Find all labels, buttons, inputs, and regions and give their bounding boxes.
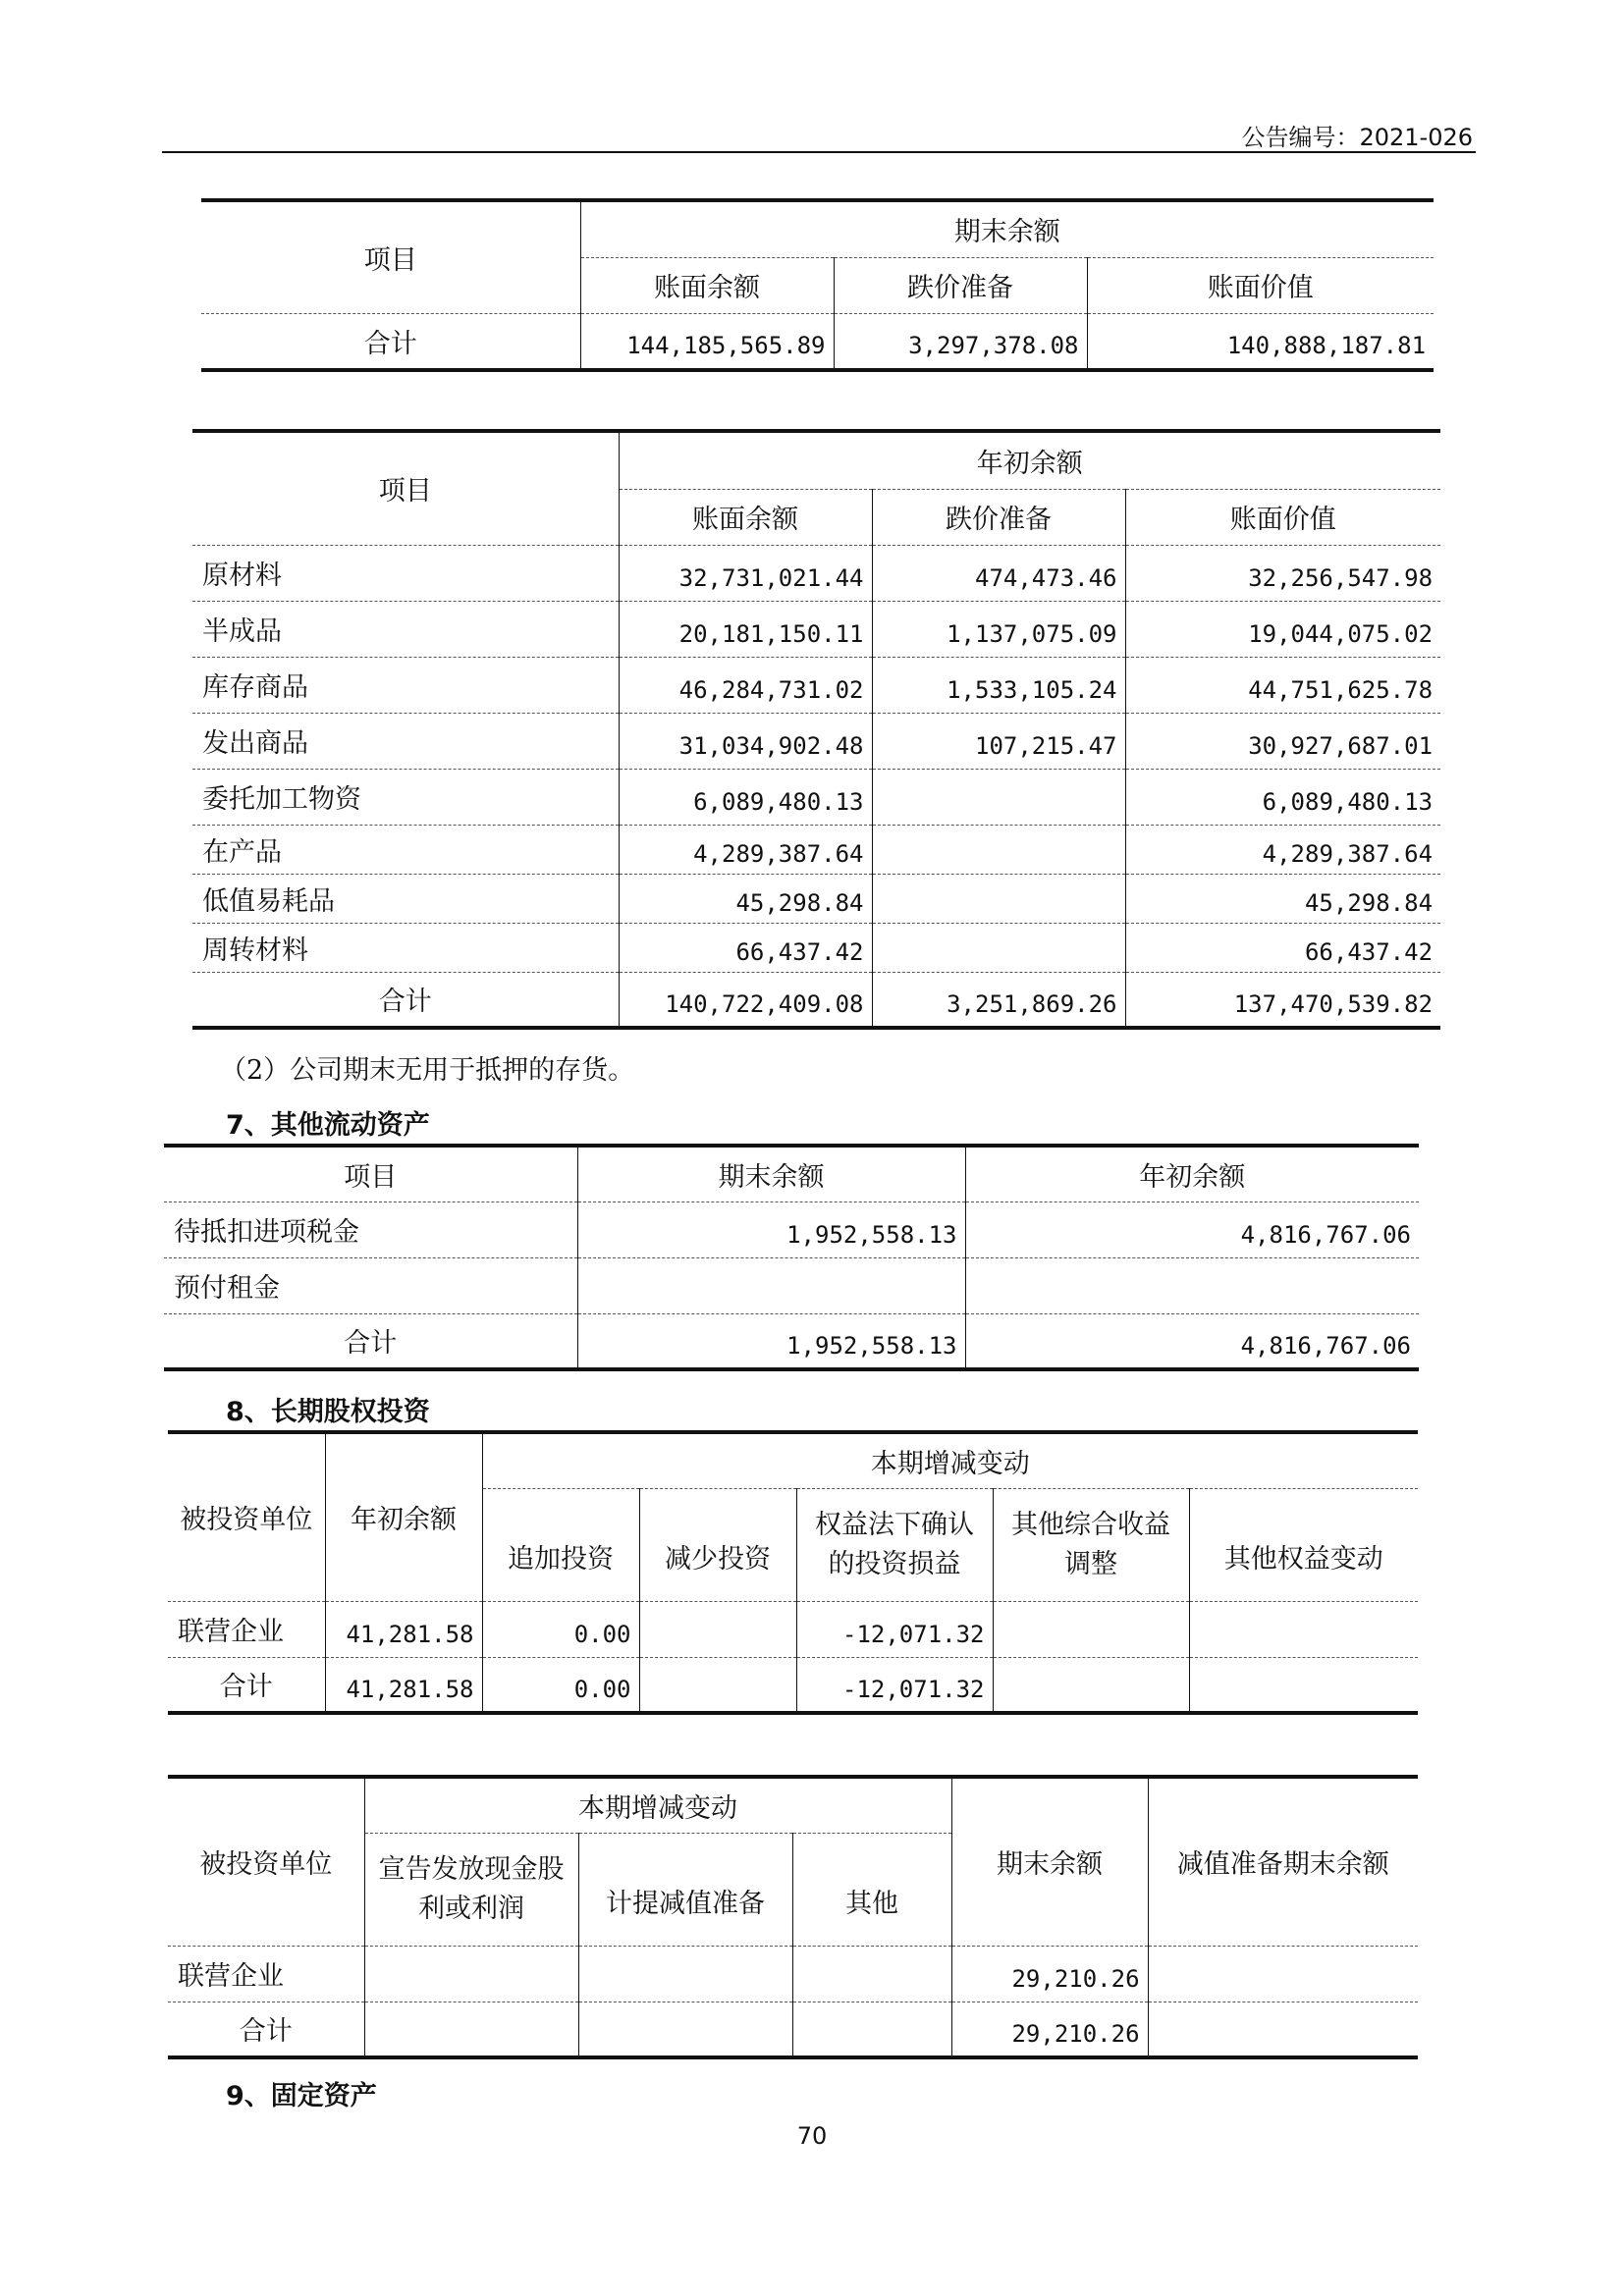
cell-value [872, 825, 1125, 874]
cell-value: 41,281.58 [325, 1601, 482, 1657]
cell-value: 107,215.47 [872, 713, 1125, 769]
col-additional-investment: 追加投资 [482, 1488, 639, 1601]
col-begin-balance: 年初余额 [325, 1432, 482, 1601]
table-row [164, 1201, 1419, 1257]
cell-value: 6,089,480.13 [619, 769, 872, 825]
col-investee: 被投资单位 [168, 1432, 325, 1601]
row-label: 低值易耗品 [192, 874, 619, 923]
cell-value: 3,251,869.26 [872, 972, 1125, 1028]
cell-value [1189, 1601, 1418, 1657]
cell-value: -12,071.32 [796, 1657, 993, 1713]
cell-value: 6,089,480.13 [1125, 769, 1440, 825]
col-group-change: 本期增减变动 [482, 1432, 1418, 1488]
col-item: 项目 [164, 1146, 577, 1201]
cell-value: 3,297,378.08 [834, 313, 1087, 370]
cell-value: 19,044,075.02 [1125, 601, 1440, 657]
cell-value [872, 874, 1125, 923]
row-label: 合计 [192, 972, 619, 1028]
cell-value [639, 1657, 796, 1713]
equity-investment-table-b [168, 1775, 1418, 2059]
col-book-balance: 账面余额 [619, 489, 872, 545]
table-row [192, 874, 1440, 923]
col-other-equity-change: 其他权益变动 [1189, 1488, 1418, 1601]
row-label: 库存商品 [192, 657, 619, 713]
inventory-end-table [201, 198, 1434, 372]
cell-value: 4,289,387.64 [619, 825, 872, 874]
cell-value: 66,437.42 [619, 923, 872, 972]
col-cash-dividend: 宣告发放现金股利或利润 [364, 1833, 578, 1946]
other-current-assets-table [164, 1144, 1419, 1371]
table-row [164, 1257, 1419, 1313]
col-group: 年初余额 [619, 431, 1440, 489]
cell-value [639, 1601, 796, 1657]
cell-value: 144,185,565.89 [580, 313, 834, 370]
cell-value [965, 1257, 1419, 1313]
cell-value: 140,888,187.81 [1087, 313, 1434, 370]
cell-value: 1,952,558.13 [577, 1201, 965, 1257]
table-row [168, 1946, 1418, 2002]
row-label: 合计 [168, 2002, 364, 2057]
row-label: 发出商品 [192, 713, 619, 769]
table-row [192, 769, 1440, 825]
col-impairment: 跌价准备 [872, 489, 1125, 545]
row-label: 原材料 [192, 545, 619, 601]
row-label: 待抵扣进项税金 [164, 1201, 577, 1257]
cell-value: 4,816,767.06 [965, 1201, 1419, 1257]
row-label: 合计 [168, 1657, 325, 1713]
cell-value: 45,298.84 [1125, 874, 1440, 923]
row-label: 周转材料 [192, 923, 619, 972]
table-row [168, 1601, 1418, 1657]
col-other: 其他 [792, 1833, 951, 1946]
row-label: 合计 [201, 313, 580, 370]
col-equity-method-income: 权益法下确认的投资损益 [796, 1488, 993, 1601]
col-oci-adjustment: 其他综合收益调整 [993, 1488, 1189, 1601]
row-label: 联营企业 [168, 1601, 325, 1657]
cell-value [1148, 2002, 1418, 2057]
col-reduced-investment: 减少投资 [639, 1488, 796, 1601]
cell-value: 1,137,075.09 [872, 601, 1125, 657]
section-title-9: 9、固定资产 [226, 2081, 377, 2111]
cell-value: 45,298.84 [619, 874, 872, 923]
row-label: 合计 [164, 1313, 577, 1369]
cell-value: -12,071.32 [796, 1601, 993, 1657]
cell-value [872, 769, 1125, 825]
cell-value: 4,816,767.06 [965, 1313, 1419, 1369]
cell-value [993, 1657, 1189, 1713]
cell-value [792, 1946, 951, 2002]
col-end-balance: 期末余额 [951, 1777, 1148, 1946]
cell-value: 46,284,731.02 [619, 657, 872, 713]
cell-value [578, 1946, 792, 2002]
cell-value [1189, 1657, 1418, 1713]
section-title-8: 8、长期股权投资 [226, 1397, 430, 1427]
cell-value: 41,281.58 [325, 1657, 482, 1713]
total-row [168, 1657, 1418, 1713]
row-label: 委托加工物资 [192, 769, 619, 825]
table-row [192, 713, 1440, 769]
cell-value: 137,470,539.82 [1125, 972, 1440, 1028]
cell-value: 44,751,625.78 [1125, 657, 1440, 713]
cell-value: 66,437.42 [1125, 923, 1440, 972]
cell-value: 20,181,150.11 [619, 601, 872, 657]
row-label: 在产品 [192, 825, 619, 874]
col-book-balance: 账面余额 [580, 257, 834, 313]
cell-value [792, 2002, 951, 2057]
cell-value [993, 1601, 1189, 1657]
cell-value: 29,210.26 [951, 2002, 1148, 2057]
col-item: 项目 [201, 200, 580, 313]
page-number: 70 [796, 2122, 828, 2150]
cell-value: 0.00 [482, 1657, 639, 1713]
col-book-value: 账面价值 [1087, 257, 1434, 313]
table-row [192, 825, 1440, 874]
col-book-value: 账面价值 [1125, 489, 1440, 545]
cell-value [577, 1257, 965, 1313]
col-item: 项目 [192, 431, 619, 545]
inventory-note: （2）公司期末无用于抵押的存货。 [220, 1055, 635, 1086]
cell-value: 1,952,558.13 [577, 1313, 965, 1369]
total-row [192, 972, 1440, 1028]
cell-value: 29,210.26 [951, 1946, 1148, 2002]
row-label: 半成品 [192, 601, 619, 657]
col-group-change: 本期增减变动 [364, 1777, 951, 1833]
cell-value [1148, 1946, 1418, 2002]
header-rule [162, 151, 1476, 153]
col-group: 期末余额 [580, 200, 1434, 257]
col-end-balance: 期末余额 [577, 1146, 965, 1201]
col-impairment-provision: 计提减值准备 [578, 1833, 792, 1946]
col-impairment: 跌价准备 [834, 257, 1087, 313]
table-row [192, 657, 1440, 713]
cell-value: 1,533,105.24 [872, 657, 1125, 713]
cell-value: 32,256,547.98 [1125, 545, 1440, 601]
row-label: 联营企业 [168, 1946, 364, 2002]
table-row [192, 923, 1440, 972]
table-row [192, 545, 1440, 601]
col-investee: 被投资单位 [168, 1777, 364, 1946]
announcement-code: 公告编号：2021-026 [1241, 124, 1473, 151]
cell-value: 0.00 [482, 1601, 639, 1657]
section-title-7: 7、其他流动资产 [226, 1110, 430, 1141]
cell-value: 31,034,902.48 [619, 713, 872, 769]
row-label: 预付租金 [164, 1257, 577, 1313]
cell-value [578, 2002, 792, 2057]
table-row [192, 601, 1440, 657]
equity-investment-table-a [168, 1430, 1418, 1715]
col-impairment-end-balance: 减值准备期末余额 [1148, 1777, 1418, 1946]
cell-value [872, 923, 1125, 972]
total-row [164, 1313, 1419, 1369]
cell-value: 474,473.46 [872, 545, 1125, 601]
cell-value: 140,722,409.08 [619, 972, 872, 1028]
total-row [201, 313, 1434, 370]
cell-value: 32,731,021.44 [619, 545, 872, 601]
cell-value: 30,927,687.01 [1125, 713, 1440, 769]
col-begin-balance: 年初余额 [965, 1146, 1419, 1201]
cell-value: 4,289,387.64 [1125, 825, 1440, 874]
cell-value [364, 1946, 578, 2002]
total-row [168, 2002, 1418, 2057]
inventory-begin-table [192, 429, 1440, 1030]
cell-value [364, 2002, 578, 2057]
